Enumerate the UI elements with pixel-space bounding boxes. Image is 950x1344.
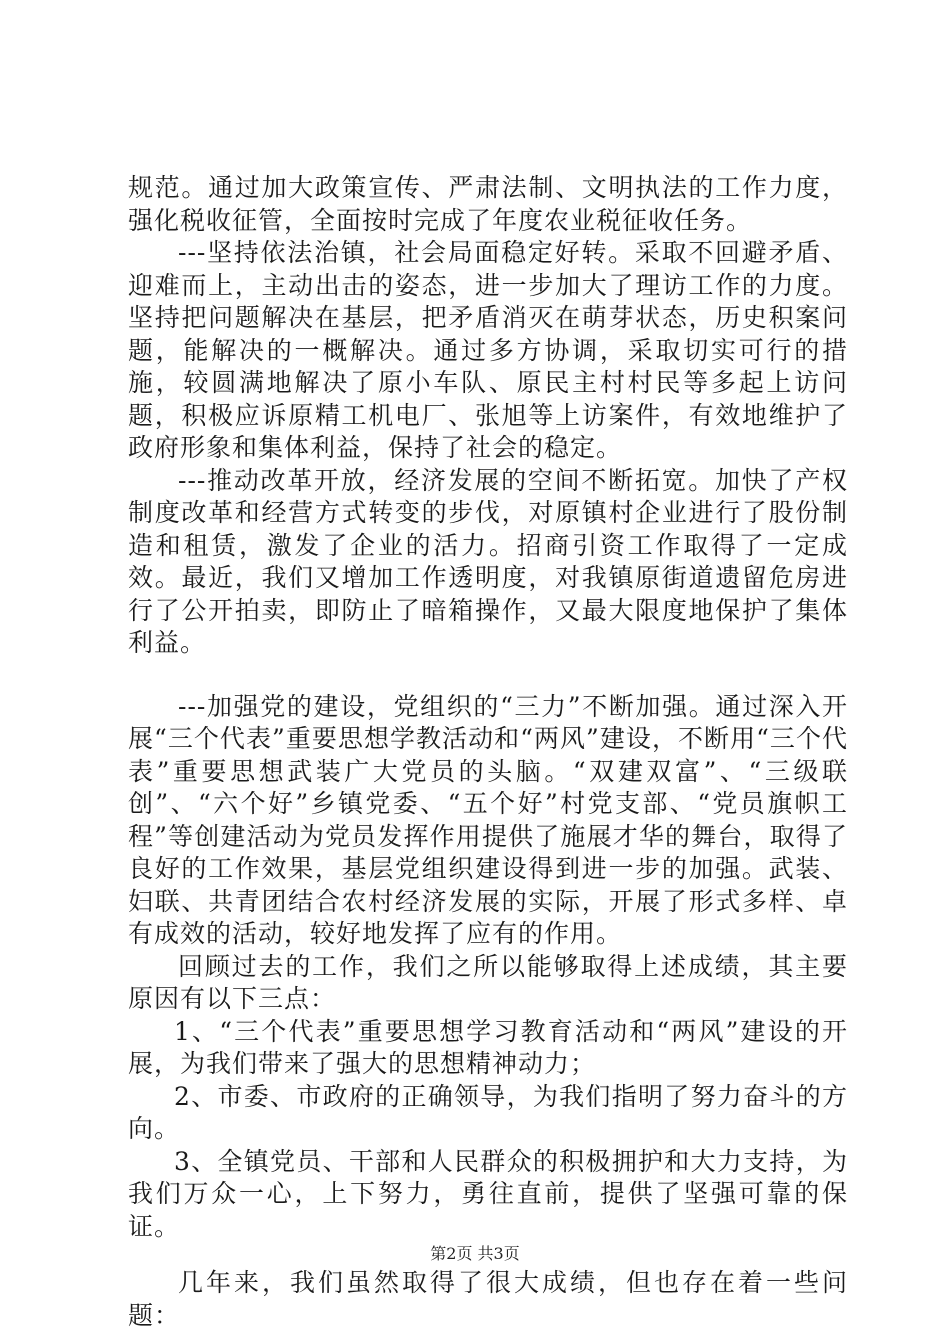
paragraph-problems-intro: 几年来，我们虽然取得了很大成绩，但也存在着一些问题：: [128, 1268, 848, 1330]
paragraph-rule-of-law: ---坚持依法治镇，社会局面稳定好转。采取不回避矛盾、迎难而上，主动出击的姿态，进一步加大了理访工作的力度。坚持把问题解决在基层，把矛盾消灭在萌芽状态，历史积案问题，能解决的一概解决。通过多方协调，采取切实可行的措施，较圆满地解决了原小车队、原民主村村民等多起上访问题，积极应诉原精工机电厂、张旭等上访案件，有效地维护了政府形象和集体利益，保持了社会的稳定。: [128, 238, 848, 462]
list-item-reason-3: 3、全镇党员、干部和人民群众的积极拥护和大力支持，为我们万众一心，上下努力，勇往直前，提供了坚强可靠的保证。: [128, 1146, 848, 1241]
paragraph-reform-opening: ---推动改革开放，经济发展的空间不断拓宽。加快了产权制度改革和经营方式转变的步伐，对原镇村企业进行了股份制造和租赁，激发了企业的活力。招商引资工作取得了一定成效。最近，我们又增加工作透明度，对我镇原街道遗留危房进行了公开拍卖，即防止了暗箱操作，又最大限度地保护了集体利益。: [128, 465, 848, 657]
paragraph-tax-collection: 规范。通过加大政策宣传、严肃法制、文明执法的工作力度，强化税收征管，全面按时完成了年度农业税征收任务。: [128, 173, 848, 235]
list-item-reason-2: 2、市委、市政府的正确领导，为我们指明了努力奋斗的方向。: [128, 1081, 848, 1143]
list-item-reason-1: 1、“三个代表”重要思想学习教育活动和“两风”建设的开展，为我们带来了强大的思想精神动力；: [128, 1016, 848, 1078]
page-number-footer: 第2页 共3页: [430, 1244, 520, 1263]
document-body: [128, 172, 848, 1332]
paragraph-party-building: ---加强党的建设，党组织的“三力”不断加强。通过深入开展“三个代表”重要思想学教活动和“两风”建设，不断用“三个代表”重要思想武装广大党员的头脑。“双建双富”、“三级联创”、“六个好”乡镇党委、“五个好”村党支部、“党员旗帜工程”等创建活动为党员发挥作用提供了施展才华的舞台，取得了良好的工作效果，基层党组织建设得到进一步的加强。武装、妇联、共青团结合农村经济发展的实际，开展了形式多样、卓有成效的活动，较好地发挥了应有的作用。: [128, 691, 848, 948]
paragraph-review-intro: 回顾过去的工作，我们之所以能够取得上述成绩，其主要原因有以下三点：: [128, 951, 848, 1013]
